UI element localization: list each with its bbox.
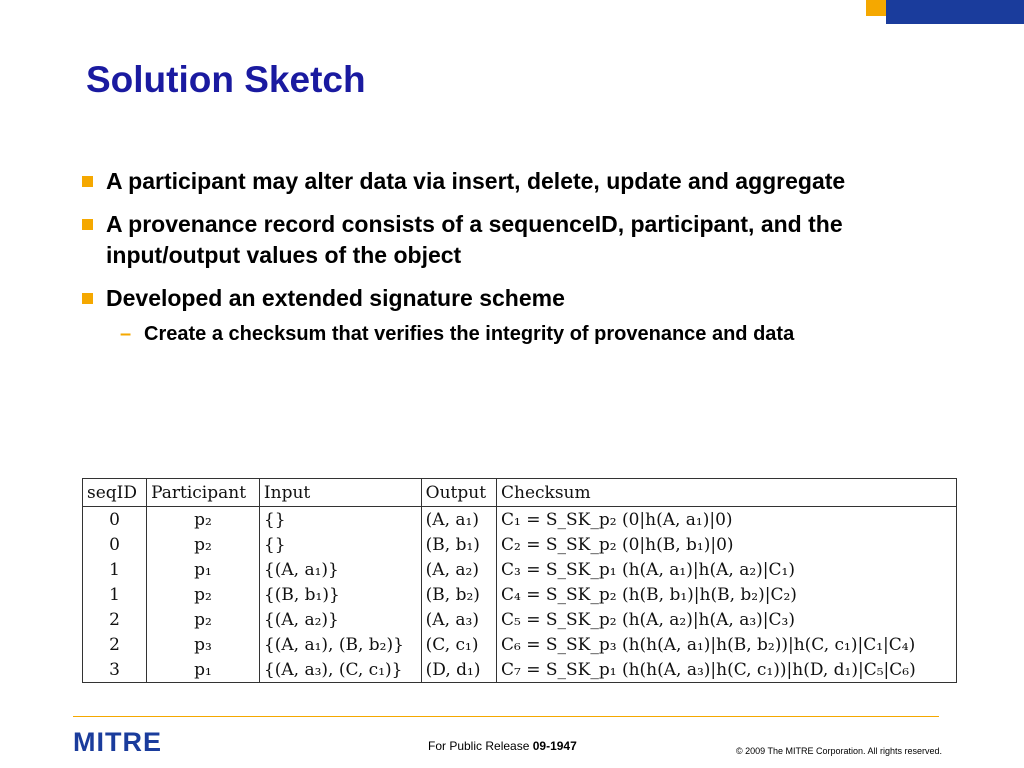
cell-seqid: 0 xyxy=(83,507,147,533)
table-row xyxy=(83,582,957,607)
provenance-table xyxy=(82,478,957,683)
bullet-text: A provenance record consists of a sequenceID, participant, and the input/output values of the object xyxy=(106,211,843,268)
bullet-item xyxy=(82,283,932,314)
table-row xyxy=(83,507,957,533)
cell-checksum: C₂ = S_SK_p₂ (0|h(B, b₁)|0) xyxy=(496,532,956,557)
bullet-text: Developed an extended signature scheme xyxy=(106,285,565,311)
cell-participant: p₂ xyxy=(147,532,260,557)
cell-seqid: 2 xyxy=(83,632,147,657)
cell-input: {(A, a₂)} xyxy=(259,607,421,632)
cell-input: {(A, a₃), (C, c₁)} xyxy=(259,657,421,683)
corner-accent-blue xyxy=(886,0,1024,24)
bullet-item xyxy=(82,166,932,197)
cell-participant: p₂ xyxy=(147,582,260,607)
cell-checksum: C₅ = S_SK_p₂ (h(A, a₂)|h(A, a₃)|C₃) xyxy=(496,607,956,632)
release-label: For Public Release xyxy=(428,739,530,753)
table-header-row xyxy=(83,479,957,507)
bullet-list xyxy=(82,166,932,349)
cell-output: (A, a₁) xyxy=(421,507,496,533)
square-bullet-icon xyxy=(82,219,93,230)
cell-participant: p₂ xyxy=(147,507,260,533)
cell-seqid: 2 xyxy=(83,607,147,632)
cell-input: {(A, a₁)} xyxy=(259,557,421,582)
cell-checksum: C₇ = S_SK_p₁ (h(h(A, a₃)|h(C, c₁))|h(D, d₁)|C₅|C₆) xyxy=(496,657,956,683)
cell-output: (B, b₂) xyxy=(421,582,496,607)
cell-participant: p₁ xyxy=(147,657,260,683)
table-row xyxy=(83,607,957,632)
table-row xyxy=(83,657,957,683)
cell-seqid: 1 xyxy=(83,557,147,582)
header-input: Input xyxy=(259,479,421,507)
bullet-text: A participant may alter data via insert, delete, update and aggregate xyxy=(106,168,846,194)
release-number: 09-1947 xyxy=(532,739,577,753)
bullet-item xyxy=(82,209,932,271)
cell-output: (A, a₂) xyxy=(421,557,496,582)
cell-input: {(B, b₁)} xyxy=(259,582,421,607)
cell-input: {} xyxy=(259,532,421,557)
cell-participant: p₃ xyxy=(147,632,260,657)
cell-input: {(A, a₁), (B, b₂)} xyxy=(259,632,421,657)
cell-input: {} xyxy=(259,507,421,533)
cell-participant: p₁ xyxy=(147,557,260,582)
cell-participant: p₂ xyxy=(147,607,260,632)
sub-bullet-item xyxy=(82,320,932,349)
mitre-logo: MITRE xyxy=(73,727,162,757)
cell-seqid: 1 xyxy=(83,582,147,607)
footer-divider xyxy=(73,716,939,717)
header-checksum: Checksum xyxy=(496,479,956,507)
cell-output: (D, d₁) xyxy=(421,657,496,683)
sub-bullet-text: Create a checksum that verifies the integrity of provenance and data xyxy=(144,323,795,345)
slide-title: Solution Sketch xyxy=(86,59,366,100)
header-participant: Participant xyxy=(147,479,260,507)
dash-bullet-icon: – xyxy=(120,323,132,345)
header-seqid: seqID xyxy=(83,479,147,507)
cell-output: (A, a₃) xyxy=(421,607,496,632)
cell-output: (C, c₁) xyxy=(421,632,496,657)
cell-checksum: C₆ = S_SK_p₃ (h(h(A, a₁)|h(B, b₂))|h(C, c₁)|C₁|C₄) xyxy=(496,632,956,657)
cell-seqid: 0 xyxy=(83,532,147,557)
table-row xyxy=(83,532,957,557)
table-row xyxy=(83,632,957,657)
copyright-notice: © 2009 The MITRE Corporation. All rights reserved. xyxy=(736,746,943,756)
cell-output: (B, b₁) xyxy=(421,532,496,557)
cell-checksum: C₄ = S_SK_p₂ (h(B, b₁)|h(B, b₂)|C₂) xyxy=(496,582,956,607)
corner-accent-orange xyxy=(866,0,886,16)
table-row xyxy=(83,557,957,582)
square-bullet-icon xyxy=(82,293,93,304)
square-bullet-icon xyxy=(82,176,93,187)
cell-checksum: C₃ = S_SK_p₁ (h(A, a₁)|h(A, a₂)|C₁) xyxy=(496,557,956,582)
cell-checksum: C₁ = S_SK_p₂ (0|h(A, a₁)|0) xyxy=(496,507,956,533)
header-output: Output xyxy=(421,479,496,507)
release-notice xyxy=(428,739,577,753)
cell-seqid: 3 xyxy=(83,657,147,683)
